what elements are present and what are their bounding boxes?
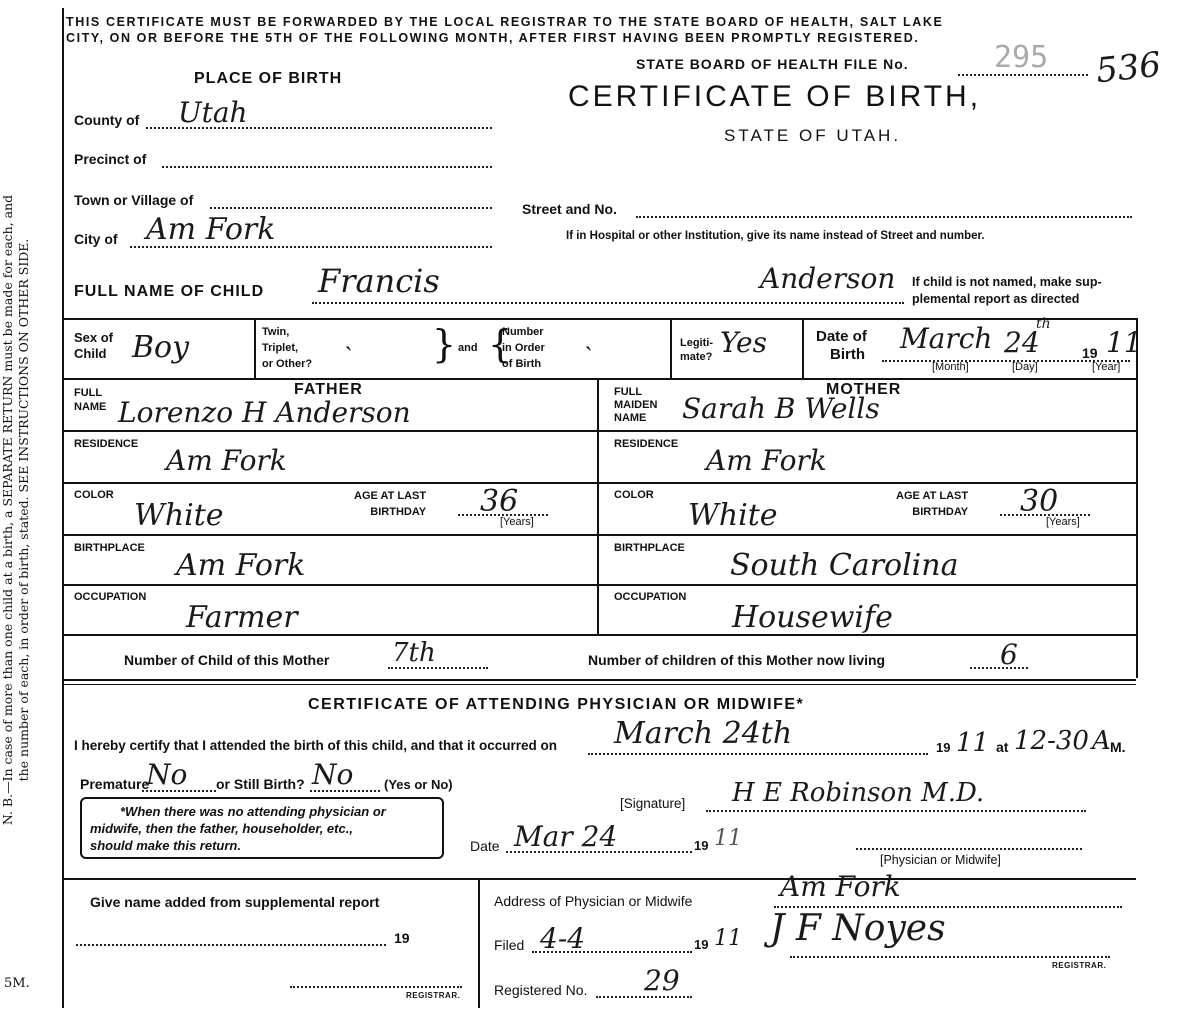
father-row-3 — [62, 534, 597, 536]
street-label: Street and No. — [522, 201, 617, 217]
mother-name: Sarah B Wells — [682, 392, 880, 425]
registered-label: Registered No. — [494, 982, 588, 998]
twin-label-1: Twin, — [262, 326, 290, 338]
twin-value: ˎ — [344, 322, 353, 352]
header-notice-line2: CITY, ON OR BEFORE THE 5TH OF THE FOLLOWING MONTH, AFTER FIRST HAVING BEEN PROMPTLY REGISTERED. — [66, 31, 920, 45]
legit-label-1: Legiti- — [680, 337, 713, 349]
date-year: 11 — [714, 826, 742, 851]
father-name: Lorenzo H Anderson — [118, 396, 411, 429]
file-no-stamped: 295 — [994, 40, 1049, 75]
father-name-label — [74, 386, 106, 414]
child-row-bottom — [62, 378, 1136, 380]
registrar-label-right: REGISTRAR. — [1052, 961, 1107, 970]
living-count: 6 — [1000, 638, 1018, 671]
registrar-signature: J F Noyes — [770, 908, 946, 949]
margin-note — [0, 150, 40, 870]
signature-line — [706, 810, 1086, 812]
unnamed-note-line2: plemental report as directed — [912, 292, 1080, 306]
filed-year-prefix: 19 — [694, 937, 709, 952]
physician-role-line — [856, 848, 1082, 850]
mother-years-caption: [Years] — [1046, 516, 1080, 528]
father-age: 36 — [480, 484, 519, 519]
header-notice-line1: THIS CERTIFICATE MUST BE FORWARDED BY THE LOCAL REGISTRAR TO THE STATE BOARD OF HEALTH, SALT LAKE — [66, 15, 944, 29]
signature-label: [Signature] — [620, 796, 686, 811]
physician-role-caption: [Physician or Midwife] — [880, 853, 1001, 867]
registrar-line-right — [790, 956, 1110, 958]
mother-birthplace-label: BIRTHPLACE — [614, 542, 685, 554]
mother-heading: MOTHER — [826, 381, 902, 398]
m-label: M. — [1110, 739, 1126, 755]
mother-row-1 — [597, 430, 1136, 432]
occurred-date-line — [588, 753, 928, 755]
town-line — [210, 207, 492, 209]
unnamed-note-line1: If child is not named, make sup- — [912, 275, 1102, 289]
mother-name-label-3: NAME — [614, 412, 647, 424]
living-label: Number of children of this Mother now living — [588, 652, 886, 668]
twin-label — [262, 324, 312, 372]
premature-value: No — [146, 758, 188, 791]
footer-top — [62, 878, 1136, 880]
father-color-label: COLOR — [74, 489, 114, 501]
child-first-name: Francis — [318, 262, 440, 300]
no-physician-note-1: *When there was no attending physician or — [120, 804, 386, 819]
occurred-year-prefix: 19 — [936, 740, 951, 755]
margin-note-line1: N. B.—In case of more than one child at a birth, a SEPARATE RETURN must be made for each, and — [0, 194, 15, 826]
and-label: and — [458, 342, 478, 354]
form-left-border — [62, 8, 64, 1008]
supplemental-line — [76, 944, 386, 946]
mother-birthplace: South Carolina — [730, 548, 959, 583]
dob-month: March — [900, 322, 993, 355]
mother-age-label-1: AGE AT LAST — [896, 490, 969, 502]
form-code: 5M. — [4, 976, 30, 991]
section-divider-2 — [62, 684, 1136, 685]
dob-month-caption: [Month] — [932, 361, 969, 373]
sex-label — [74, 330, 113, 362]
father-occupation: Farmer — [186, 600, 298, 635]
section-divider-1 — [62, 679, 1136, 681]
father-name-label-2: NAME — [74, 401, 107, 413]
father-row-4 — [62, 584, 597, 586]
supplemental-label: Give name added from supplemental report — [90, 894, 380, 910]
dob-day-caption: [Day] — [1012, 361, 1038, 373]
mother-occupation-label: OCCUPATION — [614, 591, 687, 603]
dob-day: 24 — [1004, 326, 1040, 359]
am-mark: A — [1092, 726, 1111, 756]
child-row-div1 — [254, 318, 256, 378]
father-years-caption: [Years] — [500, 516, 534, 528]
child-row-top — [62, 318, 1136, 320]
occurred-time: 12-30 — [1014, 726, 1089, 756]
twin-label-3: or Other? — [262, 358, 313, 370]
mother-age-label-2: BIRTHDAY — [912, 506, 969, 518]
child-row-div2 — [670, 318, 672, 378]
brace-left: } — [432, 322, 457, 366]
street-line — [636, 216, 1132, 218]
father-age-label-2: BIRTHDAY — [370, 506, 427, 518]
place-of-birth-heading: PLACE OF BIRTH — [194, 70, 343, 87]
dob-label-2: Birth — [830, 346, 865, 363]
address-label: Address of Physician or Midwife — [494, 893, 693, 909]
occurred-date: March 24th — [614, 716, 793, 751]
child-name-label: FULL NAME OF CHILD — [74, 283, 265, 300]
sex-label-1: Sex of — [74, 330, 114, 345]
sex-label-2: Child — [74, 346, 107, 361]
living-line — [970, 667, 1028, 669]
child-row-div3 — [802, 318, 804, 378]
dob-day-suffix: th — [1036, 316, 1051, 332]
file-no-handwritten: 536 — [1094, 44, 1163, 92]
mother-age-label — [896, 488, 968, 520]
date-label: Date — [470, 838, 500, 854]
precinct-label: Precinct of — [74, 151, 147, 167]
supplemental-year: 19 — [394, 930, 410, 946]
father-age-label-1: AGE AT LAST — [354, 490, 427, 502]
date-value: Mar 24 — [514, 820, 618, 853]
registrar-line-left — [290, 986, 462, 988]
sex-value: Boy — [132, 330, 190, 365]
address-value: Am Fork — [780, 870, 901, 903]
premature-label: Premature — [80, 776, 150, 792]
number-label-1: Number — [502, 326, 544, 338]
number-value: ˎ — [584, 322, 593, 352]
mother-residence: Am Fork — [706, 444, 827, 477]
no-physician-note-3: should make this return. — [90, 838, 241, 853]
yes-no-note: (Yes or No) — [384, 777, 453, 792]
father-birthplace: Am Fork — [176, 548, 306, 583]
father-occupation-label: OCCUPATION — [74, 591, 147, 603]
parents-divider — [597, 378, 599, 634]
occurred-year: 11 — [956, 728, 990, 758]
physician-heading: CERTIFICATE OF ATTENDING PHYSICIAN OR MIDWIFE* — [308, 696, 805, 713]
child-last-name: Anderson — [760, 262, 896, 295]
date-year-prefix: 19 — [694, 838, 709, 853]
registrar-label-left: REGISTRAR. — [406, 991, 461, 1000]
filed-year: 11 — [714, 926, 742, 951]
no-physician-note — [80, 797, 444, 859]
no-physician-note-2: midwife, then the father, householder, etc., — [90, 821, 353, 836]
dob-label — [816, 328, 867, 364]
footer-divider — [478, 878, 480, 1008]
number-label-2: in Order — [502, 342, 545, 354]
margin-note-line2: the number of each, in order of birth, stated. SEE INSTRUCTIONS ON OTHER SIDE. — [16, 238, 31, 782]
mother-name-label — [614, 386, 657, 425]
father-age-label — [354, 488, 426, 520]
stillbirth-label: or Still Birth? — [216, 776, 305, 792]
legit-label — [680, 336, 713, 364]
twin-label-2: Triplet, — [262, 342, 299, 354]
mother-row-4 — [597, 584, 1136, 586]
county-value: Utah — [178, 96, 248, 129]
father-residence: Am Fork — [166, 444, 287, 477]
registered-value: 29 — [644, 964, 680, 997]
legit-value: Yes — [720, 326, 767, 359]
header-notice — [66, 14, 1136, 46]
dob-year-prefix: 19 — [1082, 345, 1098, 361]
city-label: City of — [74, 231, 118, 247]
father-heading: FATHER — [294, 381, 363, 398]
dob-label-1: Date of — [816, 328, 867, 345]
precinct-line — [162, 166, 492, 168]
father-residence-label: RESIDENCE — [74, 438, 139, 450]
mother-color-label: COLOR — [614, 489, 654, 501]
brace-right: { — [488, 322, 513, 366]
father-name-label-1: FULL — [74, 387, 103, 399]
mother-row-3 — [597, 534, 1136, 536]
dob-year-caption: [Year] — [1092, 361, 1121, 373]
mother-residence-label: RESIDENCE — [614, 438, 679, 450]
unnamed-note — [912, 274, 1102, 308]
legit-label-2: mate? — [680, 351, 713, 363]
certificate-subtitle: STATE OF UTAH. — [724, 126, 902, 145]
mother-occupation: Housewife — [732, 600, 893, 635]
certificate-title: CERTIFICATE OF BIRTH, — [568, 80, 982, 113]
file-no-label: STATE BOARD OF HEALTH FILE No. — [636, 56, 909, 72]
stillbirth-value: No — [312, 758, 354, 791]
mother-name-label-2: MAIDEN — [614, 399, 658, 411]
hospital-note: If in Hospital or other Institution, give its name instead of Street and number. — [566, 230, 985, 242]
mother-age: 30 — [1020, 484, 1059, 519]
number-label — [502, 324, 545, 372]
county-label: County of — [74, 112, 140, 128]
number-label-3: of Birth — [502, 358, 542, 370]
at-label: at — [996, 739, 1009, 755]
town-label: Town or Village of — [74, 192, 194, 208]
dob-year: 11 — [1106, 326, 1142, 359]
mother-name-label-1: FULL — [614, 386, 643, 398]
city-value: Am Fork — [146, 212, 276, 247]
filed-label: Filed — [494, 937, 525, 953]
certify-text: I hereby certify that I attended the birth of this child, and that it occurred on — [74, 738, 558, 753]
child-number-label: Number of Child of this Mother — [124, 652, 330, 668]
father-birthplace-label: BIRTHPLACE — [74, 542, 145, 554]
father-color: White — [134, 498, 224, 533]
form-right-border — [1136, 318, 1138, 678]
child-number: 7th — [392, 638, 436, 668]
mother-color: White — [688, 498, 778, 533]
father-row-1 — [62, 430, 597, 432]
child-name-line — [312, 302, 904, 304]
physician-signature: H E Robinson M.D. — [732, 778, 985, 808]
filed-value: 4-4 — [540, 922, 586, 955]
